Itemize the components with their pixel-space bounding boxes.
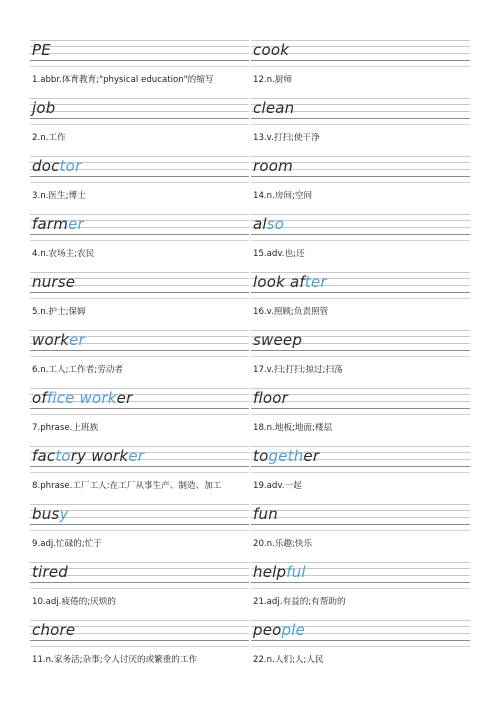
vocab-definition: 8.phrase.工厂工人:在工厂从事生产、制造、加工 <box>32 481 222 491</box>
vocab-entry-left <box>30 156 249 214</box>
syllable: doc <box>32 157 60 175</box>
vocab-definition: 1.abbr.体育教育;"physical education"的缩写 <box>32 75 214 85</box>
vocab-definition: 4.n.农场主;农民 <box>32 249 95 259</box>
guide-line <box>30 408 249 409</box>
highlighted-syllable: so <box>266 215 285 233</box>
highlighted-syllable: to <box>55 447 71 465</box>
vocab-definition: 3.n.医生;博士 <box>32 191 86 201</box>
vocab-word <box>32 273 75 291</box>
guide-line <box>30 124 249 125</box>
syllable: er <box>116 389 133 407</box>
vocab-word <box>253 215 284 233</box>
vocab-entry-right <box>251 156 470 214</box>
writing-guide-lines <box>251 504 470 532</box>
vocab-entry-left <box>30 40 249 98</box>
guide-line <box>251 472 470 473</box>
guide-line <box>30 104 249 105</box>
vocab-row <box>30 446 470 504</box>
vocab-row <box>30 330 470 388</box>
vocab-word <box>32 505 69 523</box>
syllable: job <box>32 99 56 117</box>
vocab-entry-left <box>30 562 249 620</box>
vocab-word <box>253 621 305 639</box>
guide-line <box>251 292 470 293</box>
vocab-word <box>253 157 293 175</box>
guide-line <box>251 414 470 415</box>
guide-line <box>251 466 470 467</box>
guide-line <box>30 292 249 293</box>
vocab-entry-right <box>251 272 470 330</box>
vocab-definition: 20.n.乐趣;快乐 <box>253 539 313 549</box>
guide-line <box>251 582 470 583</box>
highlighted-syllable: geth <box>268 447 304 465</box>
syllable: fac <box>32 447 56 465</box>
guide-line <box>251 124 470 125</box>
guide-line <box>251 176 470 177</box>
guide-line <box>30 298 249 299</box>
syllable: al <box>253 215 267 233</box>
vocab-entry-left <box>30 214 249 272</box>
vocab-entry-left <box>30 272 249 330</box>
vocab-word <box>253 331 302 349</box>
vocab-definition: 16.v.照顾;负责照管 <box>253 307 329 317</box>
vocab-word <box>32 215 84 233</box>
vocab-definition: 21.adj.有益的;有帮助的 <box>253 597 346 607</box>
vocab-definition: 14.n.房间;空间 <box>253 191 313 201</box>
vocab-definition: 10.adj.疲倦的;厌烦的 <box>32 597 116 607</box>
guide-line <box>251 640 470 641</box>
guide-line <box>30 182 249 183</box>
vocab-entry-right <box>251 330 470 388</box>
guide-line <box>251 510 470 511</box>
guide-line <box>251 504 470 505</box>
highlighted-syllable: ter <box>304 273 327 291</box>
syllable: cook <box>253 41 290 59</box>
highlighted-syllable: tor <box>59 157 82 175</box>
syllable: peo <box>253 621 282 639</box>
vocab-word <box>32 447 144 465</box>
guide-line <box>251 240 470 241</box>
guide-line <box>30 646 249 647</box>
vocab-word <box>253 447 319 465</box>
guide-line <box>30 466 249 467</box>
vocab-definition: 13.v.打扫;使干净 <box>253 133 320 143</box>
guide-line <box>30 524 249 525</box>
guide-line <box>30 46 249 47</box>
vocab-entry-left <box>30 98 249 156</box>
vocab-word <box>32 157 81 175</box>
highlighted-syllable: er <box>128 447 145 465</box>
syllable: farm <box>32 215 69 233</box>
vocab-definition: 12.n.厨师 <box>253 75 293 85</box>
guide-line <box>30 414 249 415</box>
vocab-row <box>30 504 470 562</box>
syllable: nurse <box>32 273 76 291</box>
guide-line <box>30 40 249 41</box>
vocab-definition: 19.adv.一起 <box>253 481 302 491</box>
vocab-word <box>32 389 132 407</box>
vocab-entry-right <box>251 562 470 620</box>
vocab-word <box>32 99 55 117</box>
guide-line <box>251 524 470 525</box>
vocab-entry-right <box>251 98 470 156</box>
highlighted-syllable: y <box>59 505 69 523</box>
syllable: PE <box>32 41 51 59</box>
guide-line <box>30 350 249 351</box>
vocab-entry-left <box>30 504 249 562</box>
highlighted-syllable: ple <box>281 621 306 639</box>
vocab-row <box>30 388 470 446</box>
vocab-word <box>32 41 51 59</box>
guide-line <box>251 350 470 351</box>
vocab-word <box>253 505 278 523</box>
guide-line <box>30 356 249 357</box>
guide-line <box>251 408 470 409</box>
vocab-word <box>253 41 289 59</box>
vocab-entry-right <box>251 620 470 678</box>
vocab-row <box>30 214 470 272</box>
guide-line <box>251 182 470 183</box>
guide-line <box>30 118 249 119</box>
vocab-definition: 7.phrase.上班族 <box>32 423 99 433</box>
guide-line <box>30 640 249 641</box>
guide-line <box>30 98 249 99</box>
guide-line <box>30 66 249 67</box>
vocab-entry-left <box>30 330 249 388</box>
vocab-definition: 17.v.扫;打扫;掠过;扫荡 <box>253 365 343 375</box>
guide-line <box>251 588 470 589</box>
vocab-row <box>30 40 470 98</box>
syllable: room <box>253 157 293 175</box>
vocab-definition: 6.n.工人;工作者;劳动者 <box>32 365 123 375</box>
vocab-entry-right <box>251 504 470 562</box>
vocab-entry-right <box>251 388 470 446</box>
guide-line <box>251 60 470 61</box>
guide-line <box>30 234 249 235</box>
guide-line <box>30 111 249 112</box>
syllable: help <box>253 563 287 581</box>
vocab-word <box>32 621 75 639</box>
guide-line <box>30 582 249 583</box>
highlighted-syllable: fice work <box>46 389 117 407</box>
vocab-word <box>32 563 68 581</box>
vocab-row <box>30 620 470 678</box>
guide-line <box>30 240 249 241</box>
vocab-entry-right <box>251 214 470 272</box>
highlighted-syllable: ful <box>286 563 306 581</box>
highlighted-syllable: er <box>68 215 84 233</box>
vocab-definition: 22.n.人们;人;人民 <box>253 655 324 665</box>
guide-line <box>30 588 249 589</box>
vocab-word <box>253 273 327 291</box>
syllable: look af <box>253 273 305 291</box>
syllable: bus <box>32 505 60 523</box>
vocab-row <box>30 156 470 214</box>
syllable: floor <box>253 389 288 407</box>
guide-line <box>251 530 470 531</box>
syllable: sweep <box>253 331 303 349</box>
guide-line <box>251 356 470 357</box>
syllable: chore <box>32 621 76 639</box>
writing-guide-lines <box>30 98 249 126</box>
vocab-entry-left <box>30 388 249 446</box>
guide-line <box>251 646 470 647</box>
guide-line <box>30 60 249 61</box>
vocab-entry-left <box>30 620 249 678</box>
guide-line <box>251 517 470 518</box>
vocab-definition: 9.adj.忙碌的;忙于 <box>32 539 102 549</box>
vocab-definition: 15.adv.也;还 <box>253 249 305 259</box>
guide-line <box>251 298 470 299</box>
syllable: tired <box>32 563 68 581</box>
vocab-entry-right <box>251 446 470 504</box>
highlighted-syllable: er <box>69 331 85 349</box>
syllable: work <box>32 331 70 349</box>
vocab-word <box>253 563 306 581</box>
vocab-word <box>253 389 288 407</box>
vocab-entry-right <box>251 40 470 98</box>
syllable: to <box>253 447 269 465</box>
vocab-definition: 5.n.护士;保姆 <box>32 307 86 317</box>
guide-line <box>30 530 249 531</box>
writing-guide-lines <box>30 40 249 68</box>
vocab-word <box>253 99 294 117</box>
guide-line <box>30 472 249 473</box>
syllable: er <box>303 447 320 465</box>
vocab-row <box>30 272 470 330</box>
vocab-row <box>30 98 470 156</box>
vocab-definition: 2.n.工作 <box>32 133 66 143</box>
syllable: ry work <box>70 447 129 465</box>
vocab-row <box>30 562 470 620</box>
syllable: of <box>32 389 47 407</box>
guide-line <box>251 118 470 119</box>
guide-line <box>251 234 470 235</box>
guide-line <box>30 176 249 177</box>
vocab-word <box>32 331 85 349</box>
syllable: clean <box>253 99 295 117</box>
guide-line <box>251 66 470 67</box>
syllable: fun <box>253 505 278 523</box>
vocab-definition: 11.n.家务活;杂事;令人讨厌的或繁重的工作 <box>32 655 198 665</box>
vocab-entry-left <box>30 446 249 504</box>
vocab-definition: 18.n.地板;地面;楼层 <box>253 423 333 433</box>
guide-line <box>30 53 249 54</box>
